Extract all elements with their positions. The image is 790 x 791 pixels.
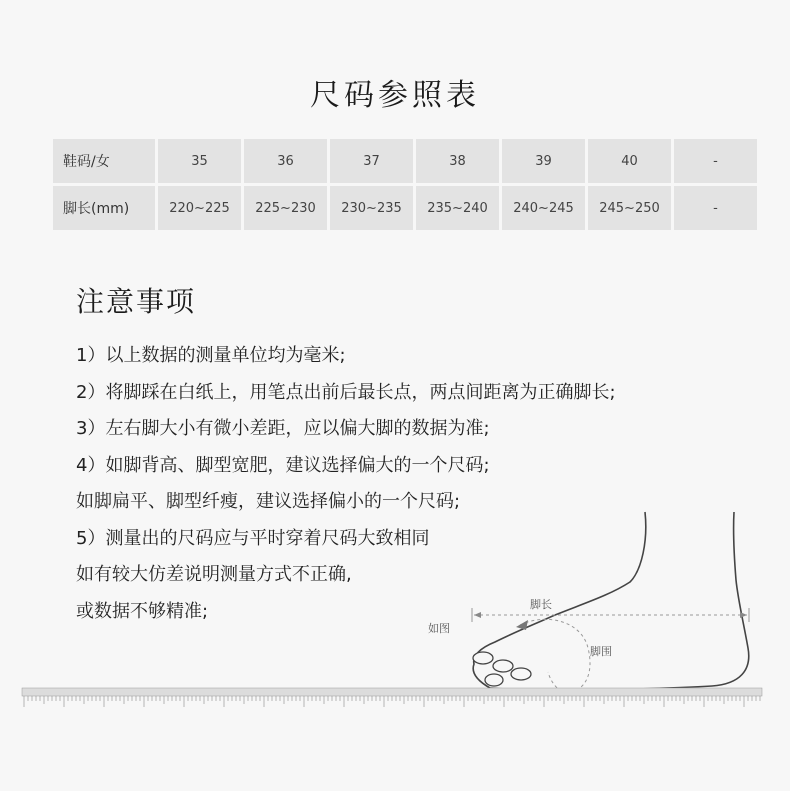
foot-measure-illustration [0, 500, 790, 791]
table-cell: 39 [502, 139, 585, 183]
length-label: 脚长 [530, 598, 552, 611]
girth-arrow-icon [516, 620, 528, 630]
table-cell: 36 [244, 139, 327, 183]
toe-shape [473, 652, 493, 664]
girth-label: 脚围 [590, 645, 612, 658]
list-item: 2）将脚踩在白纸上，用笔点出前后最长点，两点间距离为正确脚长; [76, 381, 616, 403]
example-label: 如图 [428, 622, 450, 635]
table-cell: 230~235 [330, 186, 413, 230]
table-cell: 225~230 [244, 186, 327, 230]
table-cell: 38 [416, 139, 499, 183]
list-item: 1）以上数据的测量单位均为毫米; [76, 345, 346, 366]
list-item: 3）左右脚大小有微小差距，应以偏大脚的数据为准; [76, 418, 490, 439]
page-title: 尺码参照表 [310, 78, 480, 113]
list-item: 如有较大仿差说明测量方式不正确, [76, 564, 352, 585]
list-item: 如脚扁平、脚型纤瘦，建议选择偏小的一个尺码; [76, 491, 461, 512]
girth-dashed-line [520, 619, 590, 692]
list-item: 4）如脚背高、脚型宽肥，建议选择偏大的一个尺码; [76, 454, 490, 476]
ruler-ticks [24, 696, 760, 707]
toe-shape [493, 660, 513, 672]
table-row [53, 186, 757, 230]
row-header: 鞋码/女 [53, 139, 155, 183]
table-cell: 245~250 [588, 186, 671, 230]
list-item: 或数据不够精准; [76, 600, 209, 622]
table-cell: 37 [330, 139, 413, 183]
table-cell: 235~240 [416, 186, 499, 230]
toe-shape [511, 668, 531, 680]
list-item: 5）测量出的尺码应与平时穿着尺码大致相同 [76, 527, 430, 549]
size-chart-table [50, 136, 760, 233]
table-cell: - [674, 186, 757, 230]
foot-outline [473, 512, 749, 690]
table-cell: 240~245 [502, 186, 585, 230]
ruler-bar [22, 688, 762, 696]
table-cell: 40 [588, 139, 671, 183]
table-cell: 35 [158, 139, 241, 183]
toe-shape [485, 674, 503, 686]
table-row [53, 139, 757, 183]
notes-title: 注意事项 [76, 285, 197, 318]
row-header: 脚长(mm) [53, 186, 155, 230]
arrow-left-icon [474, 612, 481, 618]
table-cell: - [674, 139, 757, 183]
table-cell: 220~225 [158, 186, 241, 230]
arrow-right-icon [740, 612, 747, 618]
